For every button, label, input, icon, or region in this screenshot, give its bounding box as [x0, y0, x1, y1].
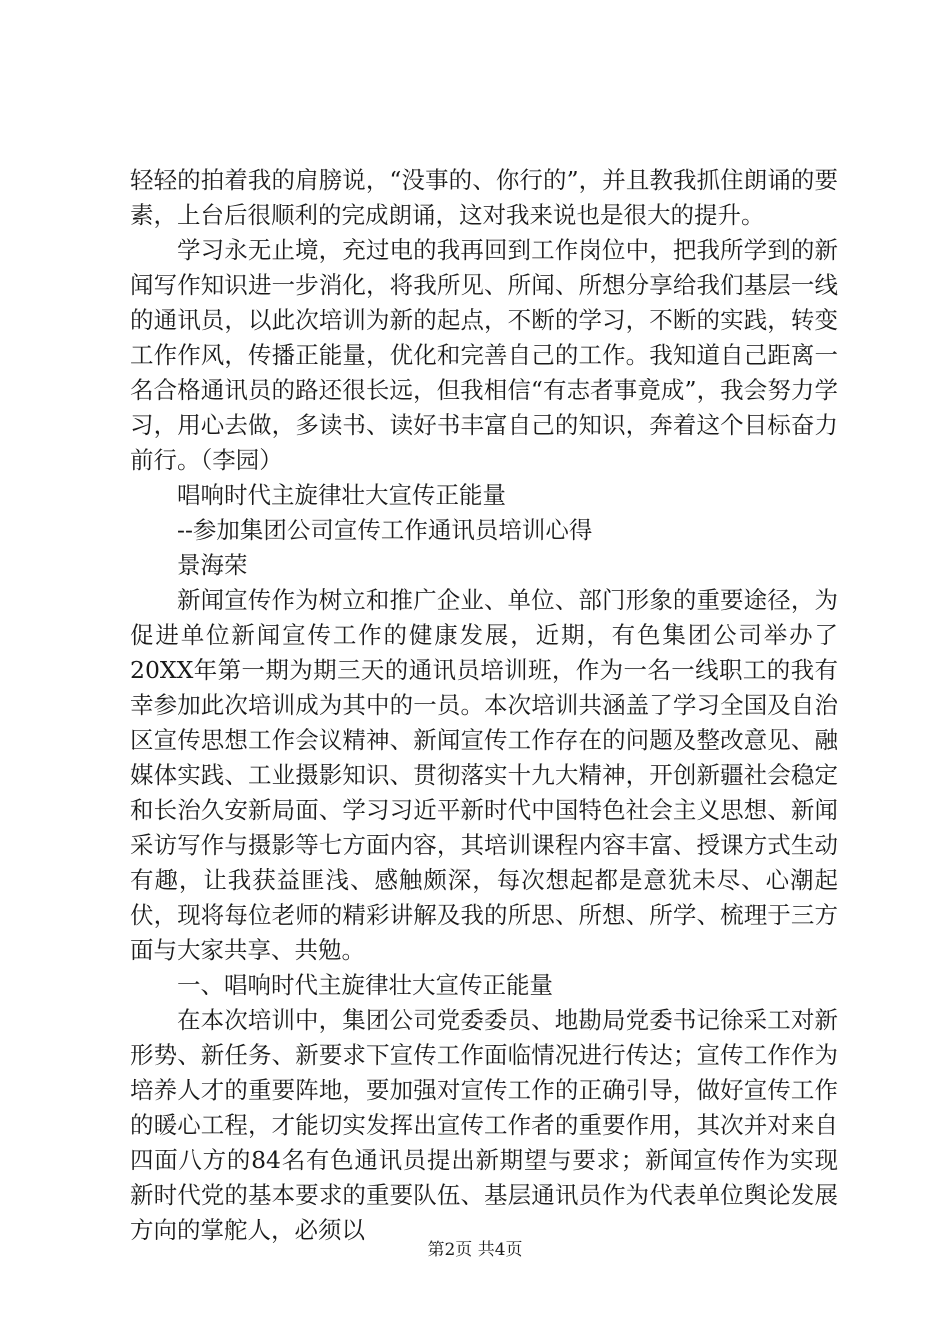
article-subtitle: --参加集团公司宣传工作通讯员培训心得 [177, 516, 593, 544]
paragraph-continuation: 轻轻的拍着我的肩膀说，“没事的、你行的”，并且教我抓住朗诵的要素，上台后很顺利的完成朗诵，这对我来说也是很大的提升。 [130, 166, 838, 229]
page-footer: 第2页 共4页 [427, 1240, 523, 1260]
paragraph-learning: 学习永无止境，充过电的我再回到工作岗位中，把我所学到的新闻写作知识进一步消化，将我所见、所闻、所想分享给我们基层一线的通讯员，以此次培训为新的起点，不断的学习，不断的实践，转变工作作风，传播正能量，优化和完善自己的工作。我知道自己距离一名合格通讯员的路还很长远，但我相信“有志者事竟成”，我会努力学习，用心去做，多读书、读好书丰富自己的知识，奔着这个目标奋力前行。（李园） [130, 236, 838, 474]
document-body [130, 163, 838, 1248]
paragraph-section-1: 在本次培训中，集团公司党委委员、地勘局党委书记徐采工对新形势、新任务、新要求下宣传工作面临情况进行传达；宣传工作作为培养人才的重要阵地，要加强对宣传工作的正确引导，做好宣传工作的暖心工程，才能切实发挥出宣传工作者的重要作用，其次并对来自四面八方的84名有色通讯员提出新期望与要求；新闻宣传作为实现新时代党的基本要求的重要队伍、基层通讯员作为代表单位舆论发展方向的掌舵人，必须以 [130, 1006, 838, 1244]
section-heading-1: 一、唱响时代主旋律壮大宣传正能量 [177, 971, 553, 999]
article-author: 景海荣 [177, 551, 248, 579]
paragraph-intro: 新闻宣传作为树立和推广企业、单位、部门形象的重要途径，为促进单位新闻宣传工作的健康发展，近期，有色集团公司举办了20XX年第一期为期三天的通讯员培训班，作为一名一线职工的我有幸参加此次培训成为其中的一员。本次培训共涵盖了学习全国及自治区宣传思想工作会议精神、新闻宣传工作存在的问题及整改意见、融媒体实践、工业摄影知识、贯彻落实十九大精神，开创新疆社会稳定和长治久安新局面、学习习近平新时代中国特色社会主义思想、新闻采访写作与摄影等七方面内容，其培训课程内容丰富、授课方式生动有趣，让我获益匪浅、感触颇深，每次想起都是意犹未尽、心潮起伏，现将每位老师的精彩讲解及我的所思、所想、所学、梳理于三方面与大家共享、共勉。 [130, 586, 838, 964]
article-title: 唱响时代主旋律壮大宣传正能量 [177, 481, 506, 509]
